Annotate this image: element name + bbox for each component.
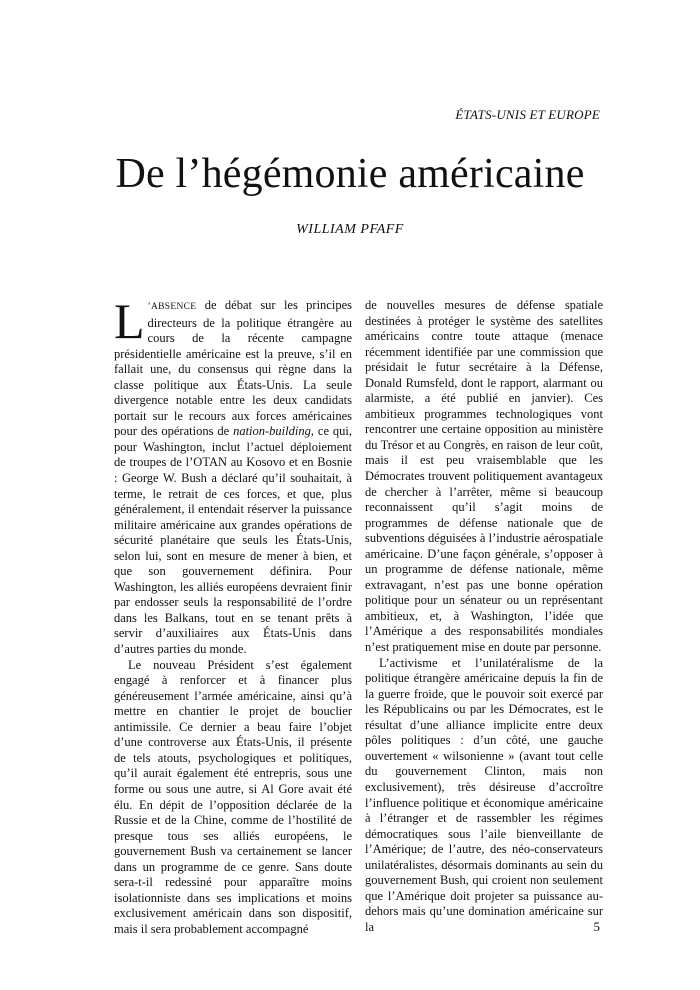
paragraph-3: de nouvelles mesures de défense spatiale destinées à protéger le système des satellites américains contre toute attaque (menace récemment identifiée par une commission que présidait le futur secrétaire à la Défense, Donald Rumsfeld, dont le rapport, alarmant ou alarmiste, a été publié en janvier). Ces ambitieux programmes technologiques vont rencontrer une certaine opposition au ministère du Trésor et au Congrès, en raison de leur coût, mais il est peu vraisemblable que les Démocrates trouvent politiquement avantageux de chercher à l’arrêter, même si beaucoup reconnaissent qu’il s’agit moins de programmes de défense nationale que de subventions déguisées à l’industrie aérospatiale américaine. D’une façon générale, s’opposer à un programme de défense nationale, même extravagant, n’est pas une bonne opération politique pour un sénateur ou un représentant ambitieux, et, à Washington, l’idée que l’Amérique a des responsabilités mondiales n’est pratiquement mise en doute par personne. xyxy=(365,298,603,655)
paragraph-1-text-b: , ce qui, pour Washington, inclut l’actuel déploiement de troupes de l’OTAN au Kosovo et en Bosnie : George W. Bush a déclaré qu’il souhaitait, à terme, le retrait de ces forces, et que, plus généralement, il entendait réserver la puissance militaire américaine aux grandes opérations de sécurité planétaire que seuls les États-Unis, selon lui, sont en mesure de mener à bien, et que son gouvernement définira. Pour Washington, les alliés européens devraient finir par endosser seuls la responsabilité de l’ordre dans les Balkans, tout en se tenant prêts à servir d’auxiliaires aux États-Unis dans d’autres parties du monde. xyxy=(114,424,352,657)
paragraph-1-emphasis: nation-building xyxy=(233,424,311,439)
author-byline: WILLIAM PFAFF xyxy=(296,222,404,237)
paragraph-4: L’activisme et l’unilatéralisme de la politique étrangère américaine depuis la fin de la guerre froide, que le pouvoir soit exercé par les Républicains ou par les Démocrates, est le résultat d’une alliance implicite entre deux pôles politiques : d’un côté, une gauche ouvertement « wilsonienne » (avant tout celle du gouvernement Clinton, mais non exclusivement), très désireuse d’accroître l’influence politique et économique américaine à l’étranger et de rassembler les régimes démocratiques sous l’aile bienveillante de l’Amérique; de l’autre, des néo-conservateurs unilatéralistes, désormais dominants au sein du gouvernement Bush, qui croient non seulement que l’Amérique doit projeter sa puissance au-dehors mais qu’une domination américaine sur la xyxy=(365,655,603,934)
page-number: 5 xyxy=(593,919,600,934)
text-column-right xyxy=(365,298,603,935)
paragraph-2: Le nouveau Président s’est également engagé à renforcer et à financer plus généreusement l’armée américaine, ainsi qu’à mettre en chantier le projet de bouclier antimissile. Ce dernier a beau faire l’objet d’une controverse aux États-Unis, il présente de tels atouts, psychologiques et politiques, qu’il aurait également été entrepris, sous une forme ou sous une autre, si Al Gore avait été élu. En dépit de l’opposition déclarée de la Russie et de la Chine, comme de l’hostilité de presque tous ses alliés européens, le gouvernement Bush va certainement se lancer dans un programme de ce genre. Sans doute sera-t-il redessiné pour apparaître moins isolationniste dans ses implications et moins exclusivement américain dans son dispositif, mais il sera probablement accompagné xyxy=(114,657,352,936)
article-title: De l’hégémonie américaine xyxy=(115,151,585,197)
drop-cap: L xyxy=(114,293,145,349)
paragraph-1-text-a: de débat sur les principes directeurs de la politique étrangère au cours de la récente campagne présidentielle américaine est la preuve, s’il en fallait une, du consensus qui règne dans la classe politique aux États-Unis. La seule divergence notable entre les deux candidats portait sur le recours aux forces américaines pour des opérations de xyxy=(114,298,352,439)
section-heading: ÉTATS-UNIS ET EUROPE xyxy=(455,107,600,122)
text-column-left xyxy=(114,293,352,937)
paragraph-1 xyxy=(114,293,352,658)
lead-smallcaps: ’ABSENCE xyxy=(147,302,197,312)
